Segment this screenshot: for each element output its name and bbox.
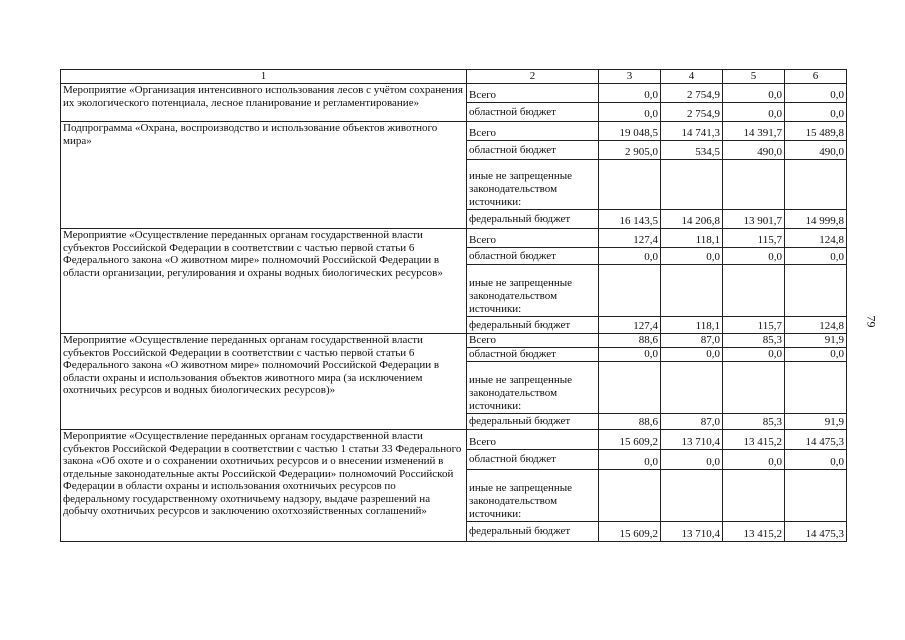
value-cell: 118,1 <box>661 229 723 248</box>
table-row <box>61 122 847 141</box>
value-cell: 13 710,4 <box>661 522 723 542</box>
value-cell: 490,0 <box>785 141 847 160</box>
page-number: 79 <box>864 315 879 328</box>
value-cell: 0,0 <box>723 248 785 265</box>
budget-table <box>60 69 847 542</box>
funding-source: областной бюджет <box>467 348 599 362</box>
value-cell: 87,0 <box>661 414 723 430</box>
value-cell: 0,0 <box>723 84 785 103</box>
value-cell: 0,0 <box>785 84 847 103</box>
funding-source: федеральный бюджет <box>467 414 599 430</box>
value-cell <box>599 265 661 317</box>
value-cell: 85,3 <box>723 414 785 430</box>
header-cell: 1 <box>61 70 467 84</box>
table-row <box>61 430 847 450</box>
value-cell <box>661 160 723 210</box>
value-cell: 0,0 <box>661 248 723 265</box>
value-cell: 88,6 <box>599 334 661 348</box>
value-cell: 490,0 <box>723 141 785 160</box>
value-cell <box>785 362 847 414</box>
value-cell: 115,7 <box>723 229 785 248</box>
value-cell: 0,0 <box>599 248 661 265</box>
activity-description: Подпрограмма «Охрана, воспроизводство и использование объектов животного мира» <box>61 122 467 229</box>
value-cell <box>785 265 847 317</box>
table-row <box>61 84 847 103</box>
funding-source: федеральный бюджет <box>467 522 599 542</box>
value-cell: 14 475,3 <box>785 522 847 542</box>
value-cell: 0,0 <box>661 450 723 470</box>
value-cell <box>661 362 723 414</box>
funding-source: иные не запрещенные законодательством источники: <box>467 362 599 414</box>
value-cell: 15 609,2 <box>599 430 661 450</box>
value-cell <box>785 470 847 522</box>
value-cell <box>785 160 847 210</box>
funding-source: Всего <box>467 430 599 450</box>
funding-source: Всего <box>467 229 599 248</box>
value-cell: 13 901,7 <box>723 210 785 229</box>
header-cell: 6 <box>785 70 847 84</box>
header-row <box>61 70 847 84</box>
value-cell <box>723 362 785 414</box>
value-cell: 13 415,2 <box>723 430 785 450</box>
value-cell: 14 999,8 <box>785 210 847 229</box>
value-cell <box>661 470 723 522</box>
value-cell <box>599 160 661 210</box>
funding-source: областной бюджет <box>467 248 599 265</box>
value-cell: 15 489,8 <box>785 122 847 141</box>
value-cell: 14 206,8 <box>661 210 723 229</box>
value-cell <box>661 265 723 317</box>
value-cell <box>599 470 661 522</box>
value-cell: 0,0 <box>599 348 661 362</box>
value-cell: 124,8 <box>785 317 847 334</box>
activity-description: Мероприятие «Осуществление переданных органам государственной власти субъектов Российской Федерации в соответствии с частью первой статьи 6 Федерального закона «О животном мире» полномочий Российской Федерации в области организации, регулирования и охраны водных биологических ресурсов» <box>61 229 467 334</box>
value-cell <box>599 362 661 414</box>
value-cell: 13 710,4 <box>661 430 723 450</box>
activity-description: Мероприятие «Организация интенсивного использования лесов с учётом сохранения их экологического потенциала, лесное планирование и регламентирование» <box>61 84 467 122</box>
value-cell <box>723 470 785 522</box>
value-cell: 19 048,5 <box>599 122 661 141</box>
value-cell: 0,0 <box>599 103 661 122</box>
value-cell: 0,0 <box>785 450 847 470</box>
value-cell: 87,0 <box>661 334 723 348</box>
activity-description: Мероприятие «Осуществление переданных органам государственной власти субъектов Российской Федерации в соответствии с частью 1 статьи 33 Федерального закона «Об охоте и о сохранении охотничьих ресурсов и о внесении изменений в отдельные законодательные акты Российской Федерации» полномочий Российской Федерации в области охраны и использования охотничьих ресурсов по федеральному государственному охотничьему надзору, выдаче разрешений на добычу охотничьих ресурсов и заключению охотхозяйственных соглашений» <box>61 430 467 542</box>
value-cell: 91,9 <box>785 334 847 348</box>
value-cell: 0,0 <box>785 103 847 122</box>
funding-source: иные не запрещенные законодательством источники: <box>467 265 599 317</box>
value-cell: 16 143,5 <box>599 210 661 229</box>
funding-source: иные не запрещенные законодательством источники: <box>467 160 599 210</box>
funding-source: областной бюджет <box>467 450 599 470</box>
value-cell: 2 905,0 <box>599 141 661 160</box>
value-cell: 0,0 <box>723 103 785 122</box>
value-cell: 534,5 <box>661 141 723 160</box>
value-cell: 14 475,3 <box>785 430 847 450</box>
value-cell: 13 415,2 <box>723 522 785 542</box>
funding-source: Всего <box>467 334 599 348</box>
funding-source: иные не запрещенные законодательством источники: <box>467 470 599 522</box>
value-cell <box>723 160 785 210</box>
header-cell: 3 <box>599 70 661 84</box>
value-cell: 2 754,9 <box>661 103 723 122</box>
value-cell: 14 741,3 <box>661 122 723 141</box>
value-cell: 0,0 <box>723 450 785 470</box>
table-row <box>61 229 847 248</box>
value-cell: 0,0 <box>661 348 723 362</box>
value-cell: 0,0 <box>599 84 661 103</box>
value-cell: 118,1 <box>661 317 723 334</box>
value-cell: 2 754,9 <box>661 84 723 103</box>
value-cell: 14 391,7 <box>723 122 785 141</box>
funding-source: федеральный бюджет <box>467 317 599 334</box>
value-cell: 91,9 <box>785 414 847 430</box>
value-cell <box>723 265 785 317</box>
header-cell: 4 <box>661 70 723 84</box>
header-cell: 2 <box>467 70 599 84</box>
value-cell: 124,8 <box>785 229 847 248</box>
funding-source: Всего <box>467 122 599 141</box>
funding-source: областной бюджет <box>467 103 599 122</box>
funding-source: Всего <box>467 84 599 103</box>
activity-description: Мероприятие «Осуществление переданных органам государственной власти субъектов Российской Федерации в соответствии с частью первой статьи 6 Федерального закона «О животном мире» полномочий Российской Федерации в области охраны и использования объектов животного мира (за исключением охотничьих ресурсов и водных биологических ресурсов)» <box>61 334 467 430</box>
budget-table-body <box>61 70 847 542</box>
funding-source: федеральный бюджет <box>467 210 599 229</box>
value-cell: 115,7 <box>723 317 785 334</box>
value-cell: 85,3 <box>723 334 785 348</box>
value-cell: 0,0 <box>785 248 847 265</box>
value-cell: 127,4 <box>599 229 661 248</box>
value-cell: 88,6 <box>599 414 661 430</box>
value-cell: 127,4 <box>599 317 661 334</box>
value-cell: 0,0 <box>723 348 785 362</box>
header-cell: 5 <box>723 70 785 84</box>
table-row <box>61 334 847 348</box>
value-cell: 15 609,2 <box>599 522 661 542</box>
value-cell: 0,0 <box>599 450 661 470</box>
funding-source: областной бюджет <box>467 141 599 160</box>
value-cell: 0,0 <box>785 348 847 362</box>
